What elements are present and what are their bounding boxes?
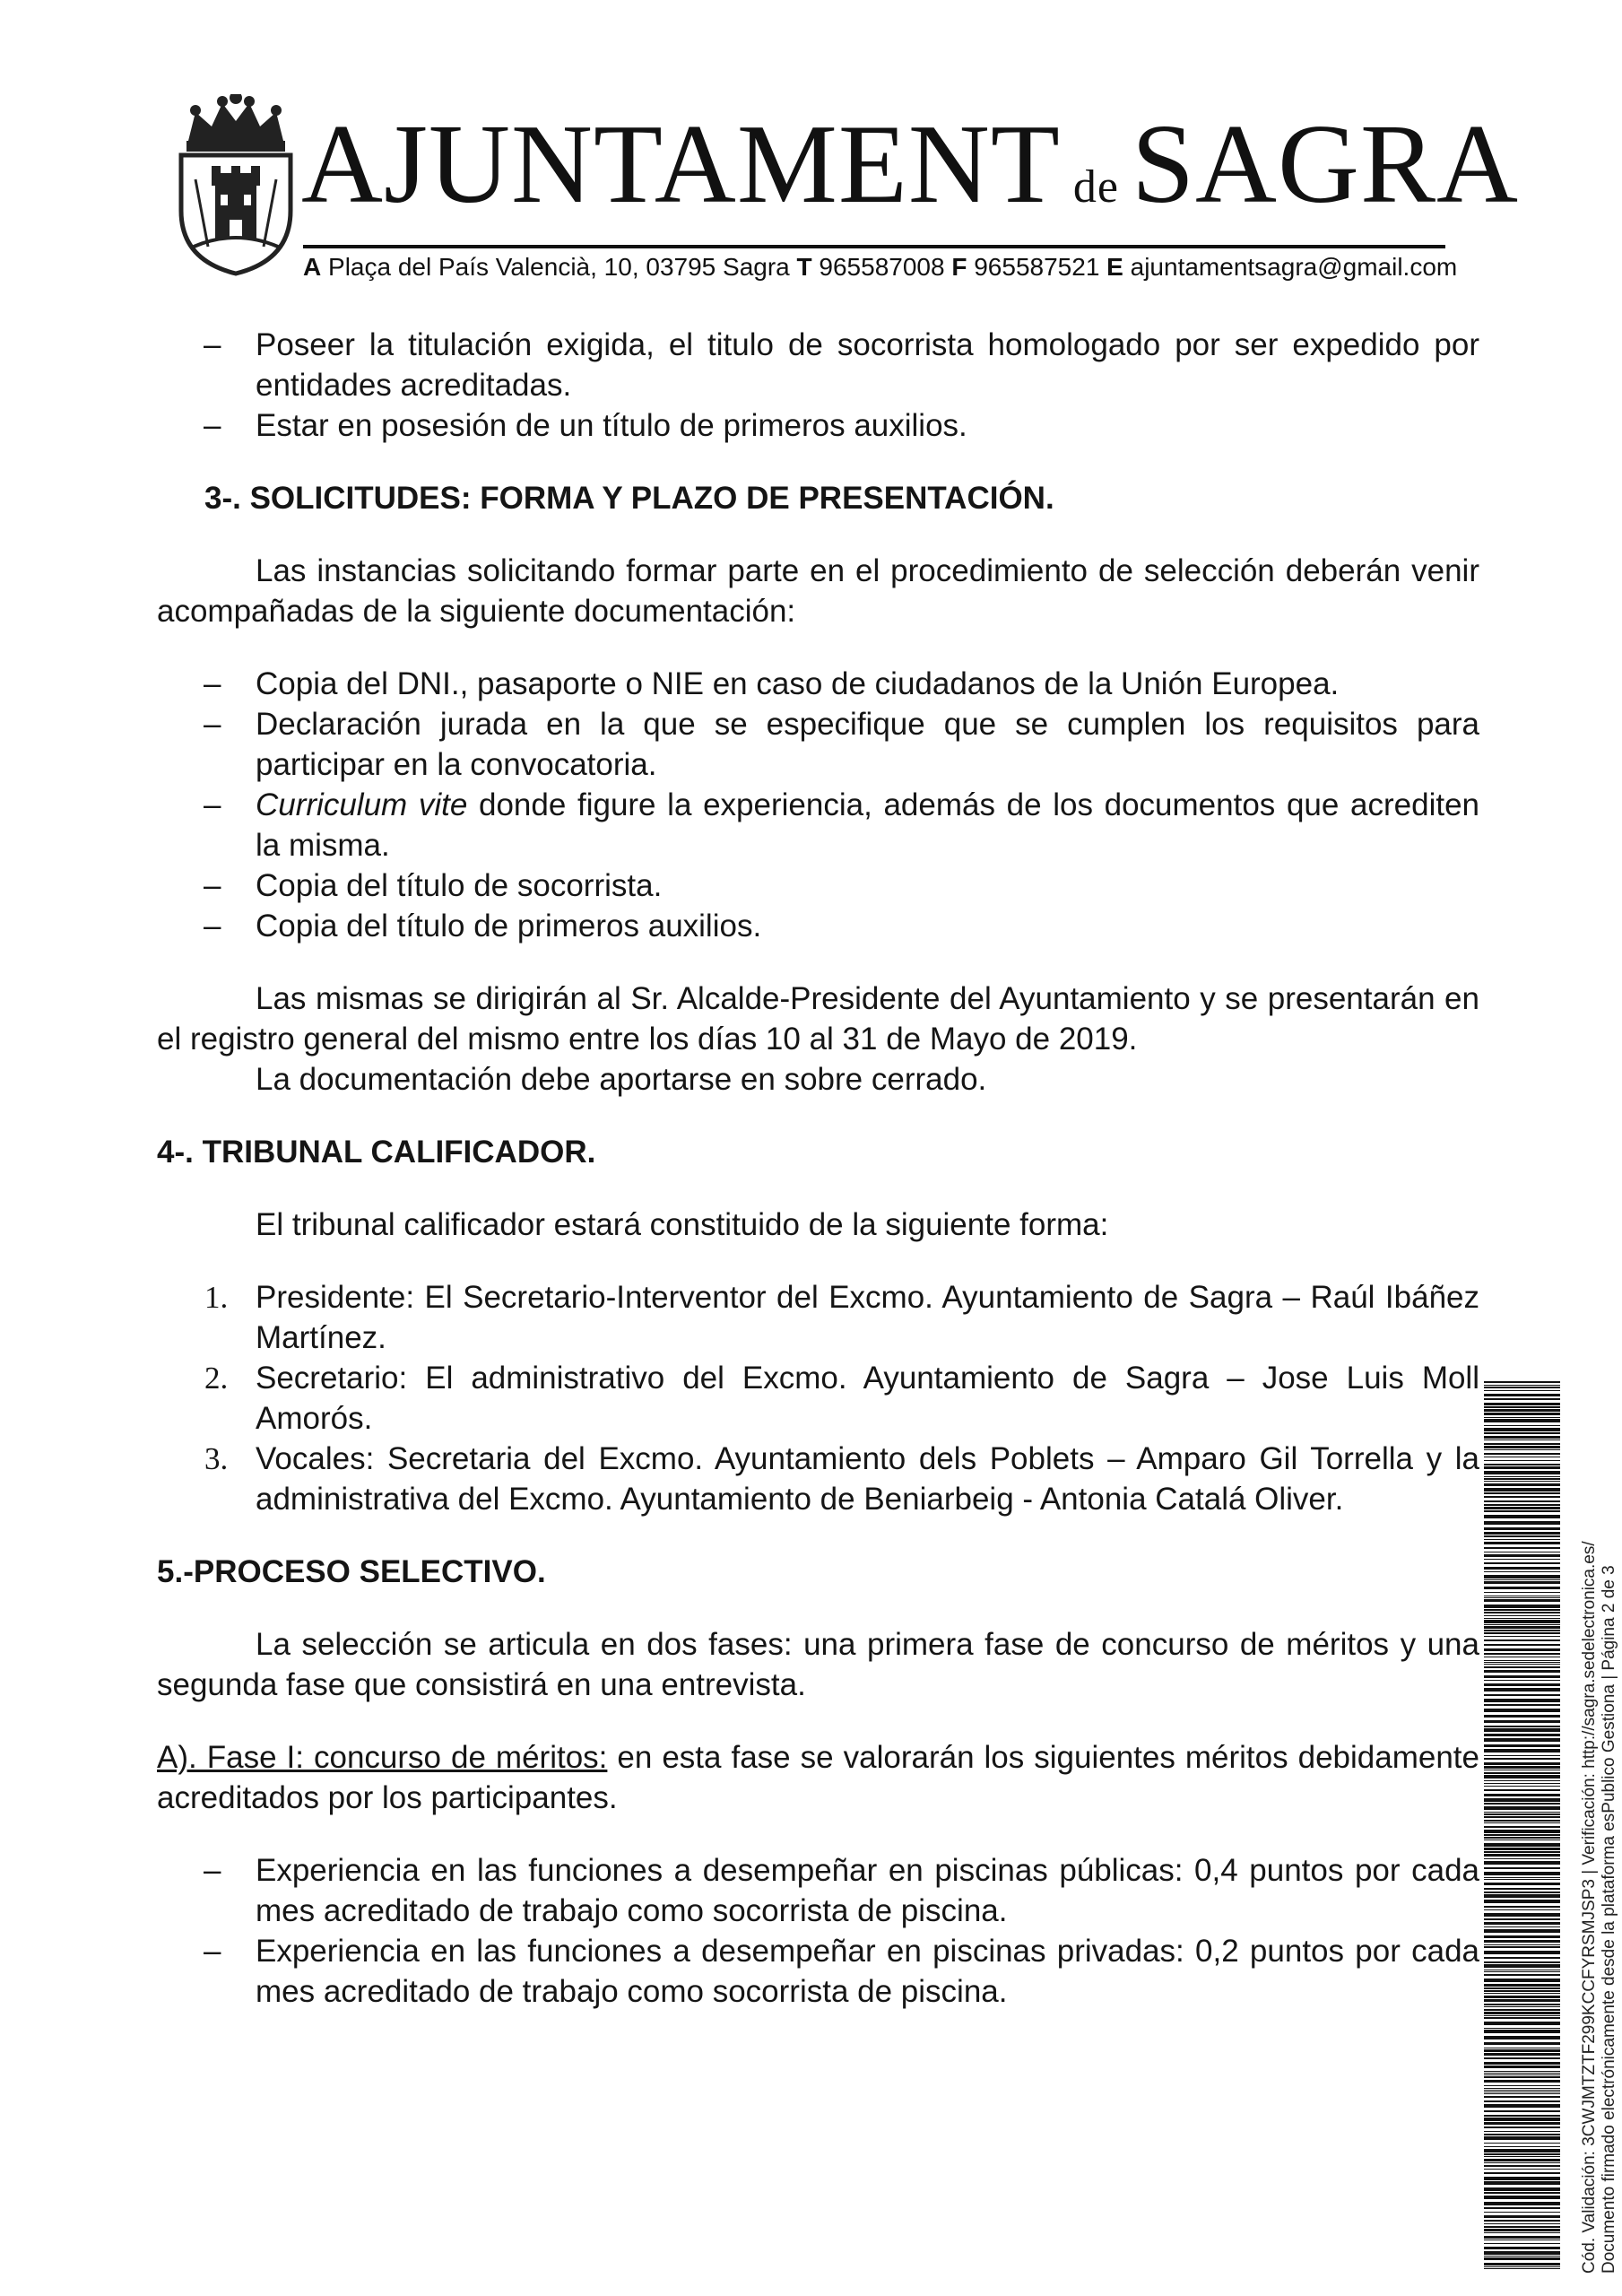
- curriculum-italic: Curriculum vite: [256, 787, 468, 822]
- merits-list: [157, 1850, 1479, 2012]
- list-item: – Copia del título de primeros auxilios.: [157, 906, 1479, 946]
- letterhead: [160, 94, 1520, 281]
- section-5-title: 5.-PROCESO SELECTIVO.: [157, 1554, 546, 1589]
- section-3-title: 3-. SOLICITUDES: FORMA Y PLAZO DE PRESENTACIÓN.: [204, 481, 1054, 516]
- document-body: [157, 325, 1479, 2012]
- list-item: – Curriculum vite donde figure la experiencia, además de los documentos que acrediten la misma.: [157, 785, 1479, 865]
- list-item: 3. Vocales: Secretaria del Excmo. Ayuntamiento dels Poblets – Amparo Gil Torrella y la administrativa del Excmo. Ayuntamiento de Beniarbeig - Antonia Catalá Oliver.: [204, 1441, 1479, 1517]
- requirements-list: [157, 325, 1479, 446]
- section-4-intro: El tribunal calificador estará constituido de la siguiente forma:: [256, 1207, 1109, 1242]
- email: ajuntamentsagra@gmail.com: [1130, 253, 1458, 281]
- section-5-intro: La selección se articula en dos fases: una primera fase de concurso de méritos y una segunda fase que consistirá en una entrevista.: [157, 1627, 1479, 1702]
- list-item: – Copia del DNI., pasaporte o NIE en caso de ciudadanos de la Unión Europea.: [157, 664, 1479, 704]
- fax: 965587521: [974, 253, 1100, 281]
- list-item: – Copia del título de socorrista.: [157, 865, 1479, 906]
- section-3-para2: Las mismas se dirigirán al Sr. Alcalde-Presidente del Ayuntamiento y se presentarán en el registro general del mismo entre los días 10 al 31 de Mayo de 2019.: [157, 981, 1479, 1057]
- town-crest-icon: [169, 94, 303, 278]
- list-item: – Experiencia en las funciones a desempeñar en piscinas privadas: 0,2 puntos por cada mes acreditado de trabajo como socorrista de piscina.: [157, 1931, 1479, 2012]
- list-item: 2. Secretario: El administrativo del Excmo. Ayuntamiento de Sagra – Jose Luis Moll Amorós.: [204, 1361, 1479, 1436]
- list-item: – Poseer la titulación exigida, el titulo de socorrista homologado por ser expedido por entidades acreditadas.: [157, 325, 1479, 405]
- section-4-title: 4-. TRIBUNAL CALIFICADOR.: [157, 1135, 596, 1170]
- list-item: – Estar en posesión de un título de primeros auxilios.: [157, 405, 1479, 446]
- section-3-para3: La documentación debe aportarse en sobre cerrado.: [256, 1062, 987, 1097]
- documentation-list: [157, 664, 1479, 946]
- section-3-intro: Las instancias solicitando formar parte en el procedimiento de selección deberán venir acompañadas de la siguiente documentación:: [157, 553, 1479, 629]
- verification-line-1: Cód. Validación: 3CWJMTZTF299KCCFYRSMJSP3 | Verificación: http://sagra.sedelectronica.es/: [1580, 1541, 1599, 2274]
- verification-text: [1580, 1466, 1619, 2274]
- org-name-main: AJUNTAMENT: [301, 102, 1061, 227]
- tribunal-list: [157, 1277, 1479, 1519]
- phase-1-paragraph: A). Fase I: concurso de méritos: en esta fase se valorarán los siguientes méritos debidamente acreditados por los participantes.: [157, 1740, 1479, 1815]
- list-item: – Declaración jurada en la que se especifique que se cumplen los requisitos para participar en la convocatoria.: [157, 704, 1479, 785]
- barcode-icon: [1484, 1381, 1560, 2269]
- header-rule: [303, 245, 1445, 248]
- address-line: A Plaça del País Valencià, 10, 03795 Sagra T 965587008 F 965587521 E ajuntamentsagra@gmail.com: [303, 253, 1458, 281]
- verification-line-2: Documento firmado electrónicamente desde la plataforma esPublico Gestiona | Página 2 de 3: [1600, 1565, 1618, 2274]
- list-item: – Experiencia en las funciones a desempeñar en piscinas públicas: 0,4 puntos por cada mes acreditado de trabajo como socorrista de piscina.: [157, 1850, 1479, 1931]
- org-name-end: SAGRA: [1131, 102, 1520, 227]
- street: Plaça del País Valencià, 10, 03795 Sagra: [328, 253, 790, 281]
- phone: 965587008: [819, 253, 945, 281]
- phase-1-label: A). Fase I: concurso de méritos:: [157, 1740, 608, 1775]
- org-name-de: de: [1072, 161, 1119, 213]
- organization-name: [301, 102, 1520, 244]
- list-item: 1. Presidente: El Secretario-Interventor del Excmo. Ayuntamiento de Sagra – Raúl Ibáñez Martínez.: [204, 1280, 1479, 1355]
